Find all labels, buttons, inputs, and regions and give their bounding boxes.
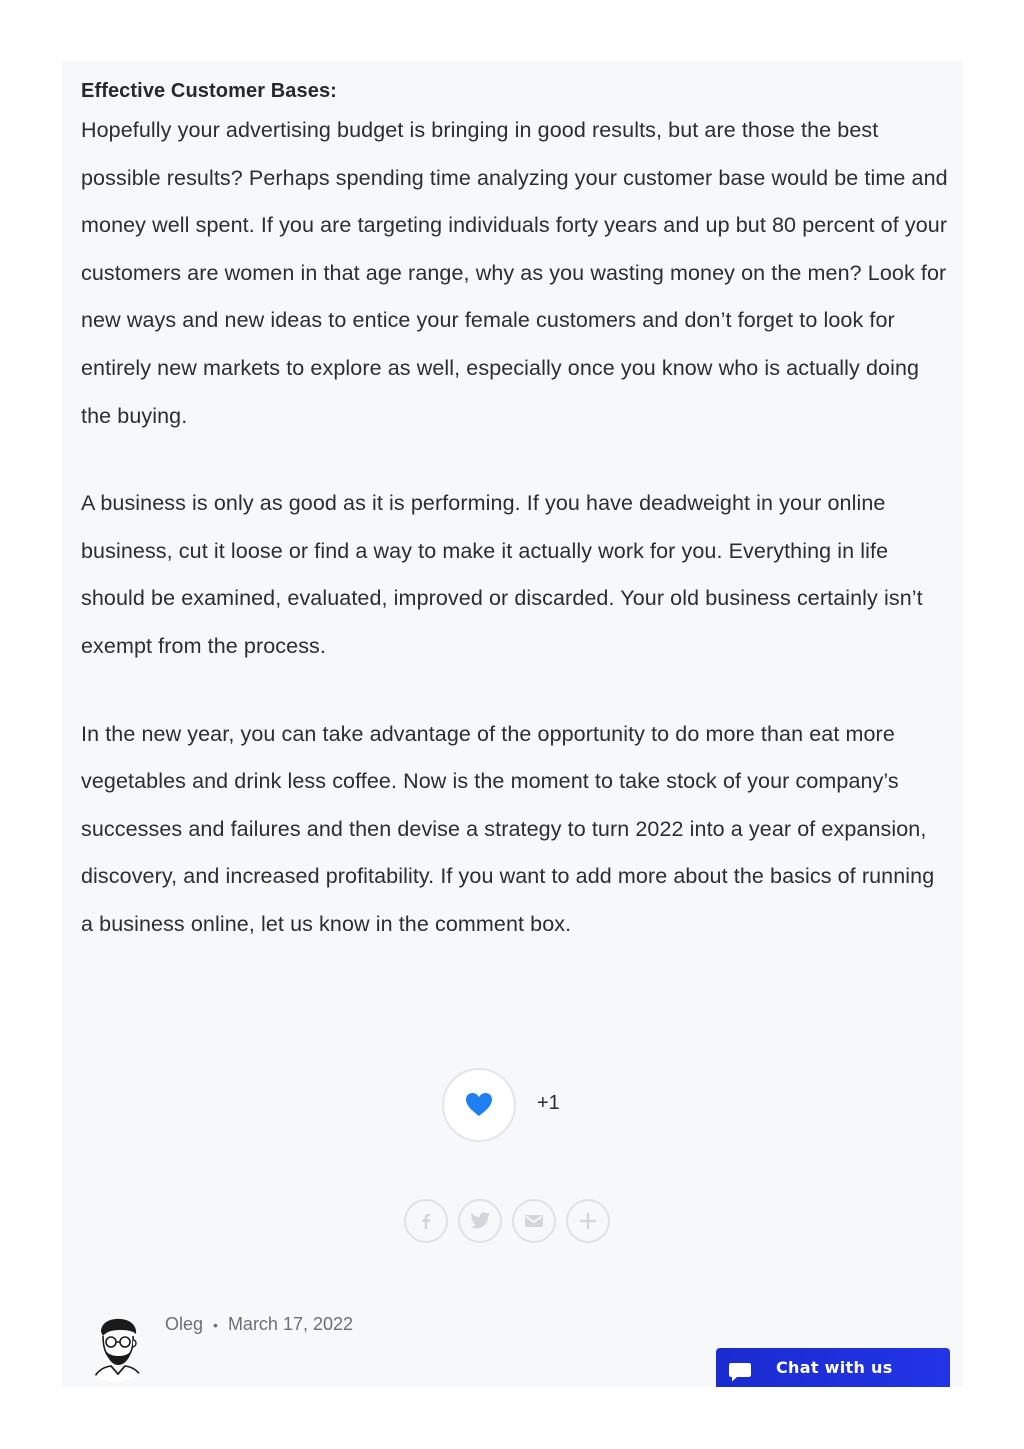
author-name[interactable]: Oleg — [165, 1314, 204, 1334]
email-icon — [523, 1212, 545, 1230]
chat-label: Chat with us — [776, 1358, 893, 1377]
plus-icon — [578, 1211, 598, 1231]
paragraph-2: A business is only as good as it is performing. If you have deadweight in your online business, cut it loose or find a way to make it actually work for you. Everything in life should be examined, evaluated, improved or discarded. Your old business certainly isn’t exempt from the process. — [81, 491, 923, 658]
post-date: March 17, 2022 — [227, 1314, 354, 1334]
like-section — [442, 1068, 642, 1148]
twitter-icon — [469, 1211, 491, 1231]
meta-separator: • — [213, 1316, 218, 1333]
author-info — [81, 1306, 681, 1386]
chat-bubble-icon — [728, 1360, 752, 1384]
article-card — [62, 61, 963, 1387]
share-twitter-button[interactable] — [458, 1199, 502, 1243]
author-avatar[interactable] — [81, 1312, 151, 1382]
paragraph-3: In the new year, you can take advantage of the opportunity to do more than eat more vegetables and drink less coffee. Now is the moment to take stock of your company’s successes and failures and then devise a strategy to turn 2022 into a year of expansion, discovery, and increased profitability. If you want to add more about the basics of running a business online, let us know in the comment box. — [81, 721, 935, 936]
share-buttons — [404, 1199, 610, 1245]
share-more-button[interactable] — [566, 1199, 610, 1243]
author-meta — [165, 1314, 353, 1335]
like-button[interactable] — [442, 1068, 516, 1142]
facebook-icon — [416, 1211, 436, 1231]
chat-widget-button[interactable] — [716, 1348, 950, 1387]
paragraph-1: Hopefully your advertising budget is bringing in good results, but are those the best possible results? Perhaps spending time analyzing your customer base would be time and money well spent. If you are targeting individuals forty years and up but 80 percent of your customers are women in that age range, why as you wasting money on the men? Look for new ways and new ideas to entice your female customers and don’t forget to look for entirely new markets to explore as well, especially once you know who is actually doing the buying. — [81, 118, 948, 428]
heart-icon — [465, 1092, 493, 1118]
avatar-illustration-icon — [81, 1312, 151, 1382]
article-body — [81, 75, 951, 989]
share-email-button[interactable] — [512, 1199, 556, 1243]
like-count: +1 — [537, 1092, 560, 1114]
section-heading: Effective Customer Bases: — [81, 80, 337, 102]
share-facebook-button[interactable] — [404, 1199, 448, 1243]
